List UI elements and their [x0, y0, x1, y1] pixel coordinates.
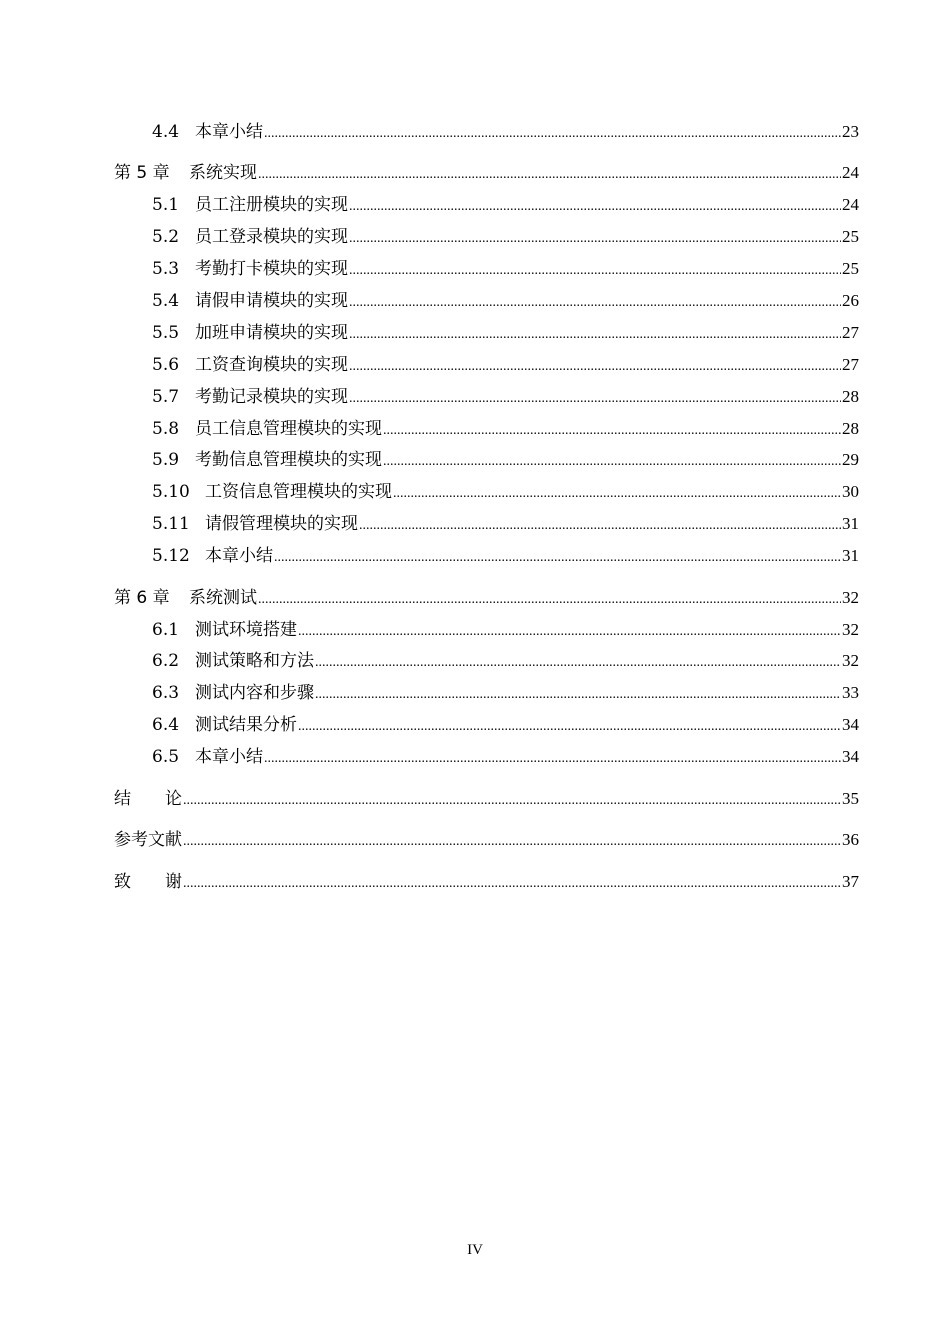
toc-section-number: 5.2 [152, 227, 180, 247]
toc-entry[interactable] [152, 121, 859, 143]
toc-dot-leader [274, 547, 841, 569]
toc-dot-leader [349, 324, 841, 346]
toc-entry[interactable] [152, 258, 859, 280]
toc-entry[interactable] [152, 513, 859, 535]
toc-section-number: 6.4 [152, 715, 180, 735]
toc-entry[interactable] [152, 418, 859, 440]
page-number-footer: IV [467, 1242, 483, 1258]
toc-page-number: 35 [842, 789, 859, 808]
toc-section-number: 5.11 [152, 514, 190, 534]
toc-dot-leader [393, 483, 841, 505]
toc-dot-leader [349, 388, 841, 410]
toc-section-number: 6.2 [152, 651, 180, 671]
toc-dot-leader [349, 228, 841, 250]
toc-page-number: 28 [842, 419, 859, 438]
toc-page-number: 37 [842, 872, 859, 891]
toc-chapter-number: 第 5 章 [114, 163, 170, 183]
toc-chapter-title: 参考文献 [114, 830, 182, 850]
toc-entry[interactable] [152, 714, 859, 736]
toc-dot-leader [349, 260, 841, 282]
toc-chapter-title: 系统实现 [189, 163, 257, 183]
toc-dot-leader [264, 748, 841, 770]
toc-section-title: 本章小结 [195, 747, 263, 767]
toc-page-number: 27 [842, 355, 859, 374]
toc-conclusion-entry[interactable] [114, 788, 859, 810]
toc-dot-leader [315, 684, 841, 706]
toc-page-number: 32 [842, 651, 859, 670]
toc-page-number: 25 [842, 259, 859, 278]
toc-dot-leader [264, 123, 841, 145]
toc-dot-leader [258, 164, 841, 186]
toc-section-title: 加班申请模块的实现 [195, 323, 348, 343]
toc-section-title: 员工信息管理模块的实现 [195, 419, 382, 439]
toc-entry[interactable] [152, 650, 859, 672]
toc-section-number: 6.1 [152, 620, 180, 640]
toc-dot-leader [383, 451, 841, 473]
toc-section-number: 5.5 [152, 323, 180, 343]
toc-section-number: 5.4 [152, 291, 180, 311]
toc-entry[interactable] [152, 619, 859, 641]
toc-page-number: 23 [842, 122, 859, 141]
toc-dot-leader [258, 589, 841, 611]
toc-page-number: 26 [842, 291, 859, 310]
toc-section-number: 5.6 [152, 355, 180, 375]
toc-page-number: 34 [842, 715, 859, 734]
toc-entry[interactable] [152, 194, 859, 216]
toc-chapter-entry[interactable] [114, 162, 859, 184]
toc-page-number: 27 [842, 323, 859, 342]
toc-section-number: 6.3 [152, 683, 180, 703]
toc-section-title: 本章小结 [205, 546, 273, 566]
toc-page-number: 32 [842, 588, 859, 607]
toc-page-number: 31 [842, 546, 859, 565]
toc-page-number: 32 [842, 620, 859, 639]
toc-page-number: 29 [842, 450, 859, 469]
toc-section-number: 5.10 [152, 482, 190, 502]
toc-dot-leader [298, 716, 841, 738]
toc-section-number: 5.3 [152, 259, 180, 279]
toc-page-number: 36 [842, 830, 859, 849]
toc-section-title: 考勤信息管理模块的实现 [195, 450, 382, 470]
toc-entry[interactable] [152, 545, 859, 567]
toc-dot-leader [349, 292, 841, 314]
toc-chapter-entry[interactable] [114, 587, 859, 609]
toc-section-title: 测试结果分析 [195, 715, 297, 735]
toc-entry[interactable] [152, 682, 859, 704]
toc-section-title: 测试环境搭建 [195, 620, 297, 640]
toc-dot-leader [315, 652, 841, 674]
toc-acknowledgements-entry[interactable] [114, 871, 859, 893]
toc-entry[interactable] [152, 322, 859, 344]
toc-section-number: 5.7 [152, 387, 180, 407]
toc-page-number: 24 [842, 163, 859, 182]
toc-dot-leader [383, 420, 841, 442]
toc-dot-leader [298, 621, 841, 643]
toc-entry[interactable] [152, 386, 859, 408]
toc-section-title: 工资信息管理模块的实现 [205, 482, 392, 502]
toc-dot-leader [183, 831, 841, 853]
toc-chapter-number: 第 6 章 [114, 588, 170, 608]
toc-section-title: 考勤打卡模块的实现 [195, 259, 348, 279]
toc-page-number: 33 [842, 683, 859, 702]
toc-section-title: 本章小结 [195, 122, 263, 142]
toc-section-title: 考勤记录模块的实现 [195, 387, 348, 407]
toc-section-title: 请假管理模块的实现 [205, 514, 358, 534]
toc-section-number: 5.9 [152, 450, 180, 470]
toc-entry[interactable] [152, 290, 859, 312]
toc-section-number: 5.8 [152, 419, 180, 439]
toc-entry[interactable] [152, 449, 859, 471]
toc-entry[interactable] [152, 226, 859, 248]
toc-section-number: 4.4 [152, 122, 180, 142]
toc-entry[interactable] [152, 354, 859, 376]
toc-page-number: 25 [842, 227, 859, 246]
toc-section-number: 5.1 [152, 195, 180, 215]
toc-chapter-title: 系统测试 [189, 588, 257, 608]
toc-chapter-title: 结 论 [114, 789, 182, 809]
toc-section-title: 测试内容和步骤 [195, 683, 314, 703]
toc-entry[interactable] [152, 746, 859, 768]
toc-section-title: 员工注册模块的实现 [195, 195, 348, 215]
toc-section-title: 员工登录模块的实现 [195, 227, 348, 247]
toc-section-number: 6.5 [152, 747, 180, 767]
toc-section-title: 请假申请模块的实现 [195, 291, 348, 311]
toc-dot-leader [349, 196, 841, 218]
toc-section-number: 5.12 [152, 546, 190, 566]
toc-references-entry[interactable] [114, 829, 859, 851]
toc-dot-leader [359, 515, 841, 537]
toc-page-number: 28 [842, 387, 859, 406]
toc-dot-leader [349, 356, 841, 378]
toc-page-number: 30 [842, 482, 859, 501]
toc-page-number: 24 [842, 195, 859, 214]
toc-section-title: 测试策略和方法 [195, 651, 314, 671]
toc-chapter-title: 致 谢 [114, 872, 182, 892]
toc-page-number: 34 [842, 747, 859, 766]
toc-section-title: 工资查询模块的实现 [195, 355, 348, 375]
toc-entry[interactable] [152, 481, 859, 503]
toc-page-number: 31 [842, 514, 859, 533]
toc-dot-leader [183, 873, 841, 895]
toc-dot-leader [183, 790, 841, 812]
